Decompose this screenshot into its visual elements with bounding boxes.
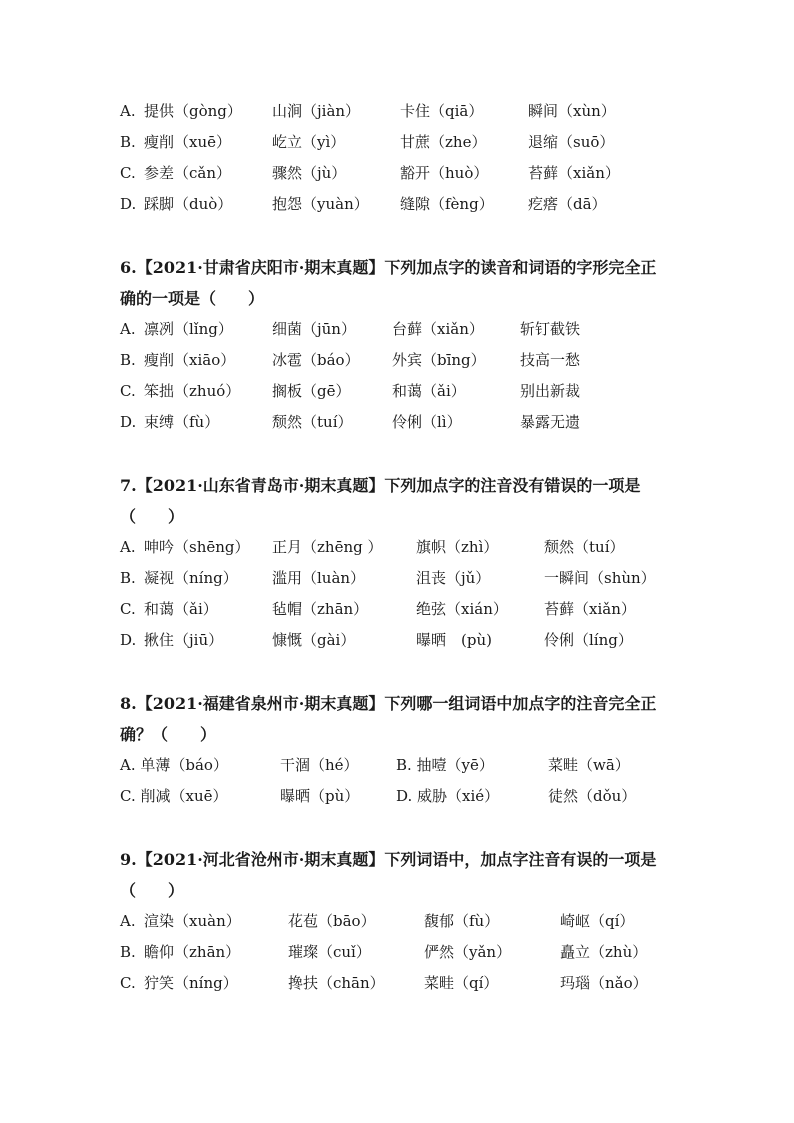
option-item: 瞬间（xùn） xyxy=(528,102,616,120)
option-item: 一瞬间（shùn） xyxy=(544,569,656,587)
option-label: D. xyxy=(120,195,137,213)
question-6-stem xyxy=(120,252,700,314)
option-item: 瘦削（xuē） xyxy=(144,133,231,151)
option-item: 崎岖（qí） xyxy=(560,912,635,930)
option-item: 凝视（níng） xyxy=(144,569,238,587)
option-item: 和蔼（ǎi） xyxy=(392,382,466,400)
option-item: 瞻仰（zhān） xyxy=(144,943,241,961)
option-item: 和蔼（ǎi） xyxy=(144,600,218,618)
option-item: 束缚（fù） xyxy=(144,413,220,431)
q7-option-c xyxy=(120,594,700,625)
question-stem-line: 9.【2021·河北省沧州市·期末真题】下列词语中，加点字注音有误的一项是 xyxy=(120,850,657,869)
option-label: C. xyxy=(120,600,136,618)
option-item: 抱怨（yuàn） xyxy=(272,195,369,213)
option-item: 呻吟（shēng） xyxy=(144,538,250,556)
option-item: 苔藓（xiǎn） xyxy=(544,600,636,618)
question-9-stem xyxy=(120,844,700,906)
option-label: D. xyxy=(120,631,137,649)
option-item: 退缩（suō） xyxy=(528,133,615,151)
option-item: 毡帽（zhān） xyxy=(272,600,369,618)
option-item: 沮丧（jǔ） xyxy=(416,569,491,587)
question-6 xyxy=(120,252,700,438)
option-item: A. 单薄（báo） xyxy=(120,756,228,774)
question-stem-line: （ ） xyxy=(120,507,185,526)
option-label: C. xyxy=(120,974,136,992)
option-item: 曝晒 (pù) xyxy=(416,631,492,649)
option-item: 狞笑（níng） xyxy=(144,974,238,992)
option-item: B. 抽噎（yē） xyxy=(396,756,494,774)
option-label: D. xyxy=(120,413,137,431)
option-item: 渲染（xuàn） xyxy=(144,912,241,930)
q5-option-a xyxy=(120,96,700,127)
option-item: 参差（cǎn） xyxy=(144,164,232,182)
option-label: A. xyxy=(120,102,136,120)
question-stem-line: 确的一项是（ ） xyxy=(120,289,265,308)
option-item: 伶俐（lì） xyxy=(392,413,462,431)
option-item: 颓然（tuí） xyxy=(544,538,625,556)
q6-option-c xyxy=(120,376,700,407)
option-item: 花苞（bāo） xyxy=(288,912,376,930)
question-stem-line: （ ） xyxy=(120,881,185,900)
option-item: 揪住（jiū） xyxy=(144,631,224,649)
question-stem-line: 6.【2021·甘肃省庆阳市·期末真题】下列加点字的读音和词语的字形完全正 xyxy=(120,258,657,277)
option-item: 菜畦（wā） xyxy=(548,756,630,774)
option-label: A. xyxy=(120,912,136,930)
option-item: 璀璨（cuǐ） xyxy=(288,943,371,961)
q5-option-c xyxy=(120,158,700,189)
option-item: 山涧（jiàn） xyxy=(272,102,361,120)
option-item: 冰雹（báo） xyxy=(272,351,360,369)
q9-option-b xyxy=(120,937,700,968)
question-stem-line: 确？（ ） xyxy=(120,725,217,744)
option-item: 提供（gòng） xyxy=(144,102,242,120)
q8-options-row-1 xyxy=(120,750,700,781)
q5-option-b xyxy=(120,127,700,158)
option-item: 甘蔗（zhe） xyxy=(400,133,487,151)
question-8 xyxy=(120,688,700,812)
option-label: B. xyxy=(120,351,136,369)
question-7 xyxy=(120,470,700,656)
q6-option-a xyxy=(120,314,700,345)
option-label: C. xyxy=(120,164,136,182)
option-item: 正月（zhēng ） xyxy=(272,538,383,556)
option-item: 曝晒（pù） xyxy=(280,787,360,805)
option-item: D. 威胁（xié） xyxy=(396,787,500,805)
q6-option-d xyxy=(120,407,700,438)
option-item: 干涸（hé） xyxy=(280,756,359,774)
q5-option-d xyxy=(120,189,700,220)
option-item: 疙瘩（dā） xyxy=(528,195,607,213)
option-item: 瘦削（xiāo） xyxy=(144,351,236,369)
option-item: 暴露无遗 xyxy=(520,413,581,431)
option-item: 屹立（yì） xyxy=(272,133,346,151)
option-item: 玛瑙（nǎo） xyxy=(560,974,648,992)
option-item: 缝隙（fèng） xyxy=(400,195,494,213)
option-label: B. xyxy=(120,943,136,961)
q9-option-c xyxy=(120,968,700,999)
option-item: 别出新裁 xyxy=(520,382,581,400)
q5-options xyxy=(120,96,700,220)
option-item: 踩脚（duò） xyxy=(144,195,233,213)
option-item: 苔藓（xiǎn） xyxy=(528,164,620,182)
option-item: C. 削减（xuē） xyxy=(120,787,228,805)
question-9 xyxy=(120,844,700,999)
option-item: 伶俐（líng） xyxy=(544,631,633,649)
option-item: 台藓（xiǎn） xyxy=(392,320,484,338)
option-item: 搀扶（chān） xyxy=(288,974,385,992)
option-item: 斩钉截铁 xyxy=(520,320,581,338)
option-item: 笨拙（zhuó） xyxy=(144,382,241,400)
question-stem-line: 7.【2021·山东省青岛市·期末真题】下列加点字的注音没有错误的一项是 xyxy=(120,476,641,495)
option-item: 豁开（huò） xyxy=(400,164,489,182)
option-item: 绝弦（xián） xyxy=(416,600,508,618)
option-item: 卡住（qiā） xyxy=(400,102,484,120)
q7-option-a xyxy=(120,532,700,563)
question-stem-line: 8.【2021·福建省泉州市·期末真题】下列哪一组词语中加点字的注音完全正 xyxy=(120,694,657,713)
question-8-stem xyxy=(120,688,700,750)
option-item: 凛冽（lǐng） xyxy=(144,320,233,338)
question-7-stem xyxy=(120,470,700,532)
option-item: 细菌（jūn） xyxy=(272,320,356,338)
option-label: C. xyxy=(120,382,136,400)
option-label: A. xyxy=(120,538,136,556)
option-item: 馥郁（fù） xyxy=(424,912,500,930)
option-item: 菜畦（qí） xyxy=(424,974,499,992)
option-item: 徒然（dǒu） xyxy=(548,787,637,805)
option-item: 骤然（jù） xyxy=(272,164,347,182)
option-item: 旗帜（zhì） xyxy=(416,538,499,556)
q7-option-d xyxy=(120,625,700,656)
option-item: 技高一愁 xyxy=(520,351,581,369)
q7-option-b xyxy=(120,563,700,594)
option-item: 颓然（tuí） xyxy=(272,413,353,431)
option-item: 慷慨（gài） xyxy=(272,631,356,649)
option-label: A. xyxy=(120,320,136,338)
option-item: 矗立（zhù） xyxy=(560,943,648,961)
q9-option-a xyxy=(120,906,700,937)
option-item: 滥用（luàn） xyxy=(272,569,366,587)
q8-options-row-2 xyxy=(120,781,700,812)
option-label: B. xyxy=(120,133,136,151)
option-item: 俨然（yǎn） xyxy=(424,943,512,961)
q6-option-b xyxy=(120,345,700,376)
option-label: B. xyxy=(120,569,136,587)
option-item: 搁板（gē） xyxy=(272,382,351,400)
option-item: 外宾（bīng） xyxy=(392,351,486,369)
